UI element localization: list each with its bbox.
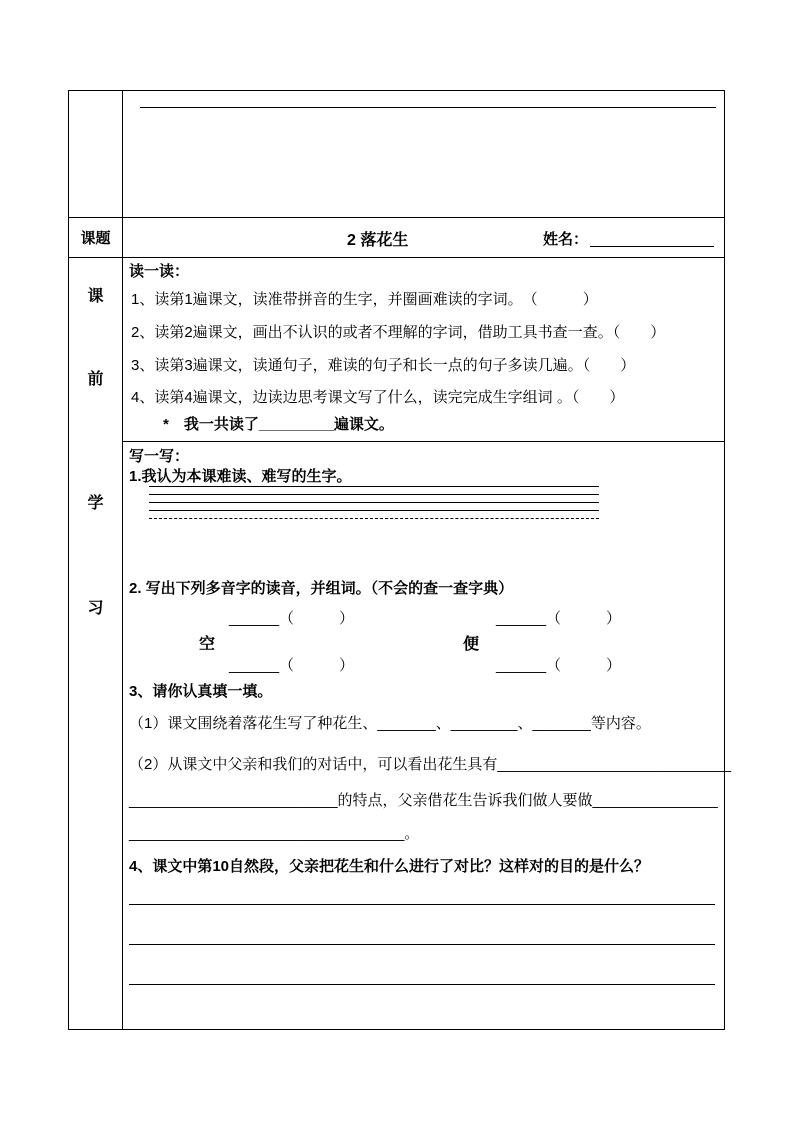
writing-line bbox=[149, 486, 599, 494]
main-column bbox=[123, 91, 731, 1029]
write-q3: 3、请你认真填一填。 bbox=[129, 683, 273, 700]
read-item-1: 1、读第1遍课文，读准带拼音的生字，并圈画难读的字词。 （ ） bbox=[131, 291, 598, 308]
answer-line-1 bbox=[129, 904, 715, 905]
polyphone-char-right: 便 bbox=[463, 636, 480, 653]
read-heading: 读一读： bbox=[129, 263, 190, 280]
read-summary: * 我一共读了_________遍课文。 bbox=[163, 416, 394, 433]
write-q3-sub2-line2: _________________________的特点，父亲借花生告诉我们做人要做_______________ bbox=[129, 792, 718, 809]
write-q3-sub2-line1: （2）从课文中父亲和我们的对话中，可以看出花生具有____________________________ bbox=[129, 756, 731, 773]
name-blank-line bbox=[590, 246, 714, 247]
polyphone-blank-top-right: ______（ ） bbox=[496, 610, 622, 627]
answer-line-3 bbox=[129, 984, 715, 985]
write-section bbox=[123, 442, 731, 1029]
writing-line bbox=[149, 502, 599, 510]
vertical-char-3: 学 bbox=[87, 495, 104, 512]
answer-line-2 bbox=[129, 944, 715, 945]
writing-line bbox=[140, 107, 716, 108]
writing-line-dashed bbox=[149, 518, 599, 526]
character-writing-lines bbox=[149, 486, 599, 526]
vertical-char-2: 前 bbox=[87, 371, 104, 388]
polyphone-blank-top-left: ______（ ） bbox=[229, 610, 355, 627]
write-q3-sub2-line3: _________________________________。 bbox=[129, 825, 420, 842]
worksheet-table bbox=[68, 90, 731, 1030]
top-notes-cell bbox=[123, 91, 724, 218]
write-q2: 2. 写出下列多音字的读音，并组词。（不会的查一查字典） bbox=[129, 580, 514, 597]
name-label: 姓名： bbox=[543, 231, 589, 248]
read-item-4: 4、读第4遍课文，边读边思考课文写了什么，读完完成生字组词 。（ ） bbox=[131, 389, 625, 406]
polyphone-blank-bottom-right: ______（ ） bbox=[496, 657, 622, 674]
read-section bbox=[123, 258, 724, 442]
left-empty-cell bbox=[69, 91, 122, 218]
left-column bbox=[69, 91, 123, 1029]
write-heading: 写一写： bbox=[129, 448, 190, 465]
row-label-cell bbox=[69, 218, 122, 258]
vertical-char-4: 习 bbox=[87, 600, 104, 617]
read-item-3: 3、读第3遍课文，读通句子，难读的句子和长一点的句子多读几遍。（ ） bbox=[131, 357, 636, 374]
polyphone-blank-bottom-left: ______（ ） bbox=[229, 657, 355, 674]
title-cell bbox=[123, 218, 724, 258]
write-q4: 4、课文中第10自然段，父亲把花生和什么进行了对比？这样对的目的是什么？ bbox=[129, 858, 650, 875]
lesson-title: 2 落花生 bbox=[347, 232, 409, 249]
row-label: 课题 bbox=[80, 230, 111, 247]
read-item-2: 2、读第2遍课文，画出不认识的或者不理解的字词，借助工具书查一查。（ ） bbox=[131, 324, 666, 341]
vertical-label-cell bbox=[69, 258, 122, 1029]
writing-line bbox=[149, 494, 599, 502]
write-q1: 1.我认为本课难读、难写的生字。 bbox=[129, 468, 352, 485]
vertical-char-1: 课 bbox=[87, 288, 104, 305]
polyphone-char-left: 空 bbox=[199, 636, 216, 653]
write-q3-sub1: （1）课文围绕着落花生写了种花生、_______、________、_______等内容。 bbox=[129, 715, 651, 732]
writing-line bbox=[149, 510, 599, 518]
